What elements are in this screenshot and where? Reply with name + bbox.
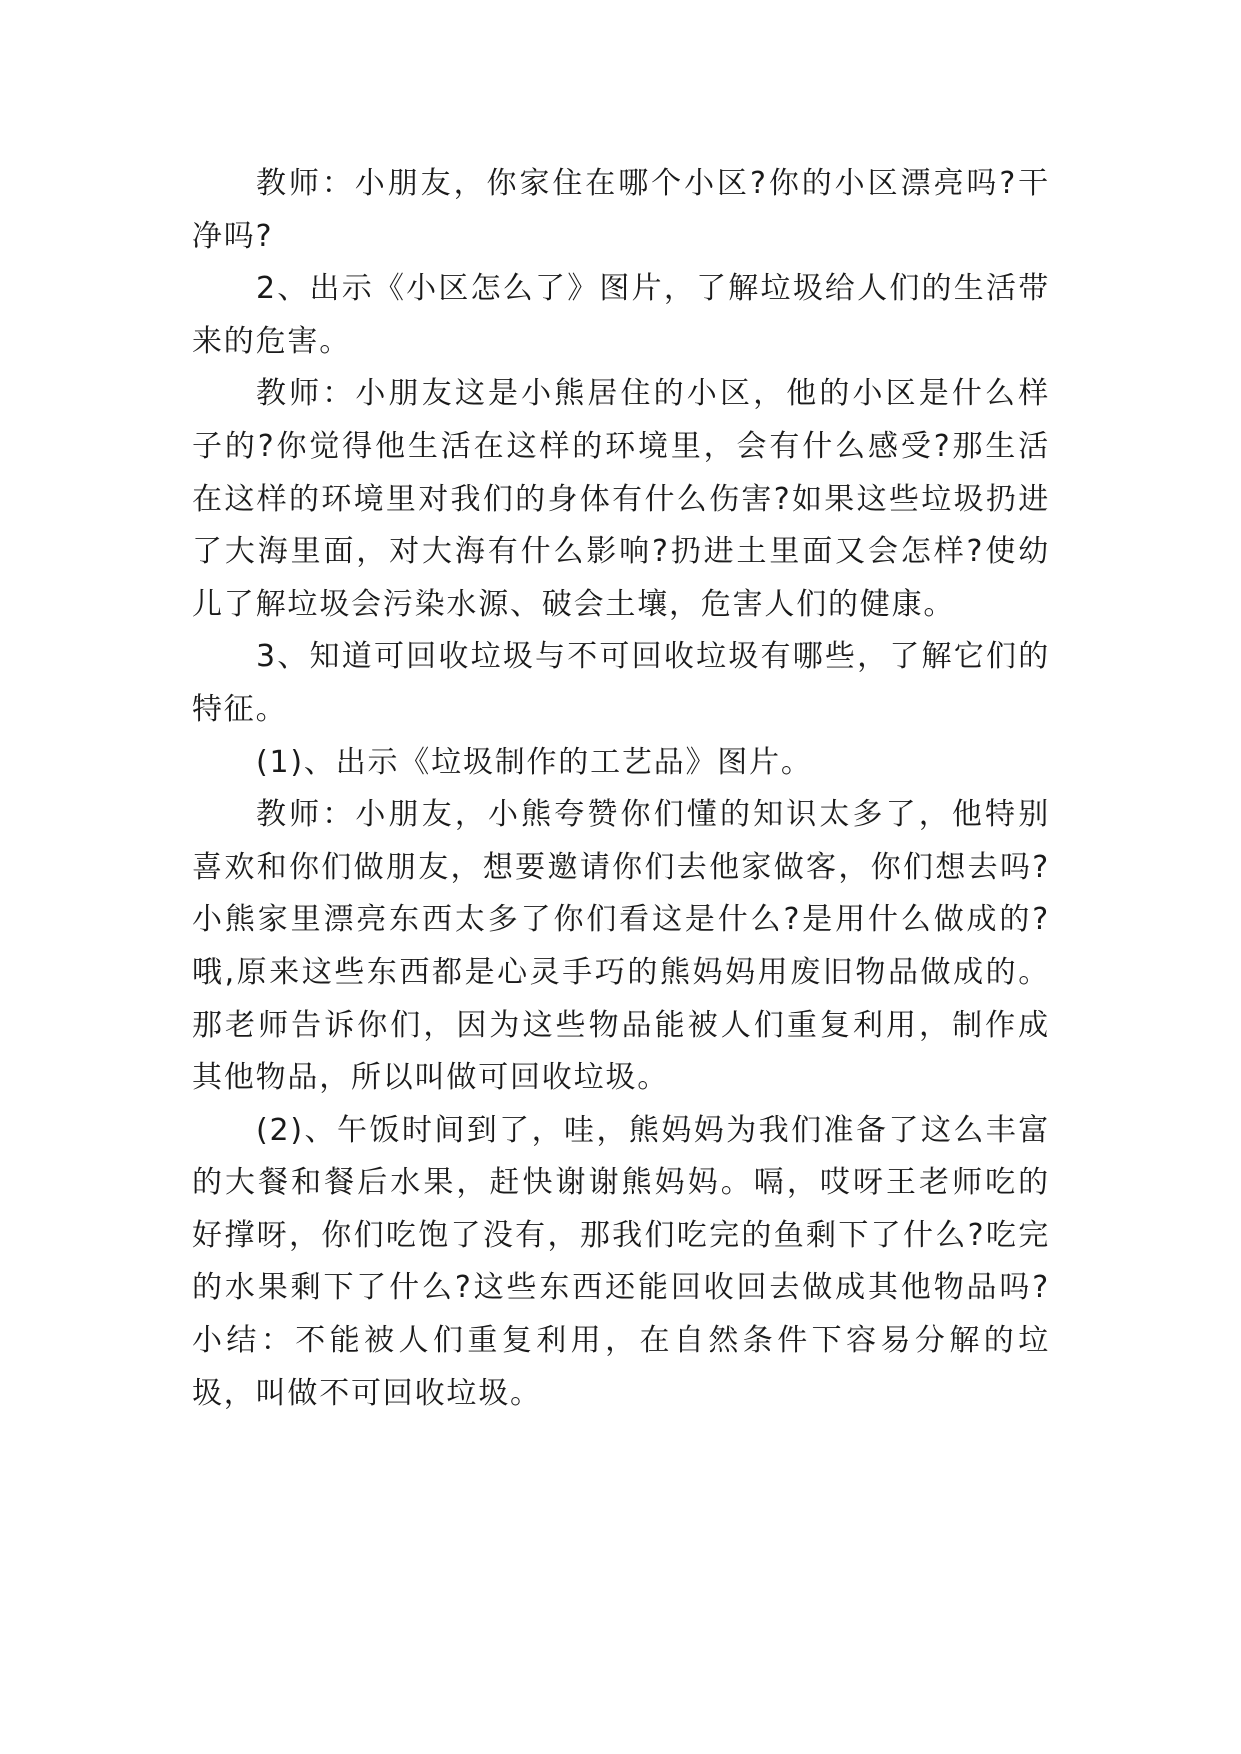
paragraph-step-3: 3、知道可回收垃圾与不可回收垃圾有哪些，了解它们的特征。	[192, 639, 1050, 727]
paragraph-teacher-question: 教师：小朋友，你家住在哪个小区?你的小区漂亮吗?干净吗?	[192, 166, 1050, 254]
paragraph-substep-2: (2)、午饭时间到了，哇，熊妈妈为我们准备了这么丰富的大餐和餐后水果，赶快谢谢熊妈妈。嗝，哎呀王老师吃的好撑呀，你们吃饱了没有，那我们吃完的鱼剩下了什么?吃完的水果剩下了什么?这些东西还能回收回去做成其他物品吗?小结：不能被人们重复利用，在自然条件下容易分解的垃圾，叫做不可回收垃圾。	[192, 1112, 1050, 1411]
paragraph-teacher-bear-home: 教师：小朋友，小熊夸赞你们懂的知识太多了，他特别喜欢和你们做朋友，想要邀请你们去他家做客，你们想去吗?小熊家里漂亮东西太多了你们看这是什么?是用什么做成的?哦,原来这些东西都是心灵手巧的熊妈妈用废旧物品做成的。那老师告诉你们，因为这些物品能被人们重复利用，制作成其他物品，所以叫做可回收垃圾。	[192, 797, 1050, 1096]
paragraph-step-2: 2、出示《小区怎么了》图片，了解垃圾给人们的生活带来的危害。	[192, 271, 1050, 359]
paragraph-substep-1: (1)、出示《垃圾制作的工艺品》图片。	[256, 744, 813, 780]
document-body	[192, 158, 1050, 1420]
paragraph-teacher-bear-community: 教师：小朋友这是小熊居住的小区，他的小区是什么样子的?你觉得他生活在这样的环境里，会有什么感受?那生活在这样的环境里对我们的身体有什么伤害?如果这些垃圾扔进了大海里面，对大海有什么影响?扔进土里面又会怎样?使幼儿了解垃圾会污染水源、破会土壤，危害人们的健康。	[192, 376, 1050, 622]
